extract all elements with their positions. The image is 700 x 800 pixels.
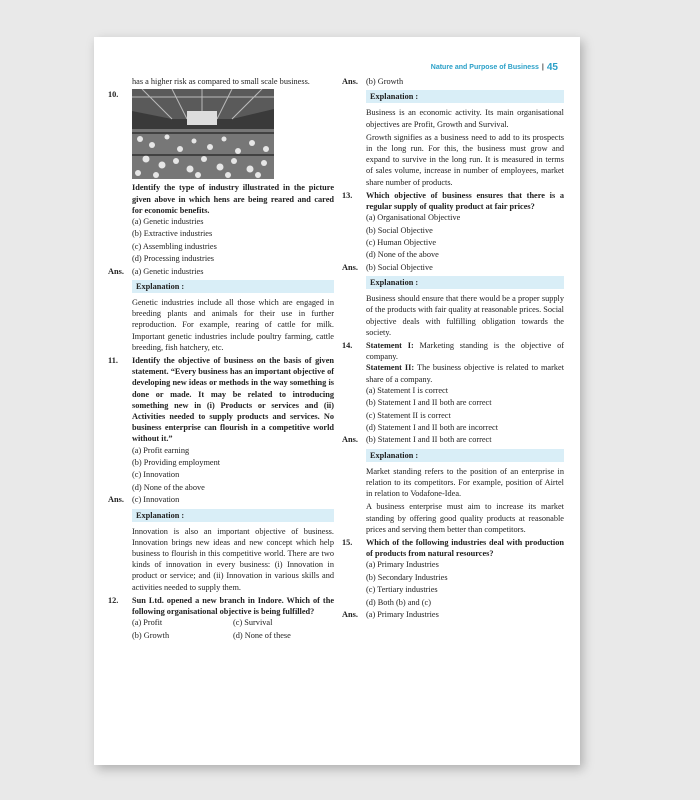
option: (c) Innovation (132, 470, 180, 480)
option: (d) Both (b) and (c) (366, 597, 431, 607)
question-text: Which of the following industries deal with production of products from natural resources? (366, 537, 564, 559)
explanation-heading: Explanation : (366, 90, 564, 103)
question-10-options (108, 216, 334, 266)
answer-label: Ans. (342, 609, 358, 619)
explanation-text: Genetic industries include all those which are engaged in breeding plants and animals for their use in further reproduction. For example, rearing of cattle for milk. Important genetic industries include poultry farming, cattle breeding, fish hatchery, etc. (132, 297, 334, 352)
option: (b) Providing employment (132, 458, 221, 467)
option: (c) Tertiary industries (366, 585, 438, 595)
option: (b) Social Objective (366, 225, 433, 235)
option: (b) Extractive industries (132, 229, 213, 239)
poultry-farm-photo (132, 89, 274, 179)
option: (c) Survival (233, 618, 273, 628)
option: (b) Growth (132, 630, 170, 640)
explanation-text: Growth signifies as a business need to add to its prospects in the long run. For this, the business must grow and expand to survive in the long run. It is measured in terms of sales volume, increase in number of employees, market share number of products. (366, 132, 564, 187)
answer-label: Ans. (342, 77, 358, 86)
option: (a) Primary Industries (366, 560, 439, 570)
option: (d) Statement I and II both are incorrect (366, 422, 499, 432)
option: (a) Genetic industries (132, 217, 204, 227)
explanation-heading: Explanation : (132, 509, 334, 522)
option: (c) Human Objective (366, 238, 437, 247)
question-statement-1: Statement I: Marketing standing is the objective of company. (366, 340, 564, 362)
explanation-text: Business should ensure that there would be a proper supply of the products with fair quality at reasonable prices. Social objective deals with fulfilling obligation towards the society. (366, 294, 564, 337)
chapter-title: Nature and Purpose of Business (430, 64, 539, 71)
question-14 (342, 340, 564, 362)
option: (c) Assembling industries (132, 241, 217, 251)
textbook-page (94, 37, 580, 765)
question-text: Identify the objective of business on the basis of given statement. “Every business has an important objective of developing new ideas or methods in the way something is done or made. It may be related to introducing something new in (i) Products or services and (ii) Activities needed to supply products and services. No business enterprise can flourish in a competitive world without it.” (132, 355, 334, 444)
intro-text: has a higher risk as compared to small scale business. (132, 77, 310, 86)
option: (a) Profit (132, 618, 163, 628)
option: (b) Statement I and II both are correct (366, 398, 492, 408)
explanation-heading: Explanation : (132, 280, 334, 293)
question-text: Which objective of business ensures that there is a regular supply of quality product at fair prices? (366, 190, 564, 212)
explanation-text: Market standing refers to the position of an enterprise in relation to its competitors. For example, position of Airtel in relation to Vodafone-Idea. (366, 466, 564, 499)
question-number: 14. (342, 340, 353, 350)
question-12-options (108, 617, 334, 642)
answer-text: (c) Innovation (132, 495, 180, 505)
question-10-text: Identify the type of industry illustrated in the picture given above in which hens are being reared and cared for economic benefits. (132, 183, 334, 215)
option: (d) None of the above (132, 482, 205, 492)
right-column (342, 77, 564, 621)
explanation-text: Innovation is also an important objective of business. Innovation brings new ideas and new concept which help business to flourish in this competitive world. There are two kinds of innovation in every business: (i) Innovation in product or service; and (ii) Innovation in various skills and activities needed to supply them. (132, 526, 334, 592)
running-header (431, 62, 558, 73)
question-number: 11. (108, 355, 118, 365)
header-divider: | (541, 64, 544, 71)
answer-15 (342, 609, 564, 621)
question-13 (342, 190, 564, 212)
question-13-options (342, 212, 564, 262)
explanation-heading: Explanation : (366, 276, 564, 289)
answer-text: (a) Primary Industries (366, 609, 439, 619)
option: (c) Statement II is correct (366, 410, 451, 420)
answer-14 (342, 434, 564, 446)
question-11 (108, 355, 334, 445)
option: (d) None of these (233, 630, 291, 640)
question-statement-2: Statement II: The business objective is related to market share of a company. (366, 363, 564, 384)
left-column (108, 77, 334, 642)
answer-text: (b) Statement I and II both are correct (366, 435, 492, 445)
option: (a) Statement I is correct (366, 385, 449, 395)
question-15 (342, 537, 564, 559)
question-14-options (342, 385, 564, 435)
question-15-options (342, 559, 564, 609)
answer-text: (b) Growth (366, 77, 404, 86)
question-number: 10. (108, 90, 119, 100)
option: (d) None of the above (366, 250, 439, 260)
answer-11 (108, 494, 334, 506)
question-11-options (108, 445, 334, 495)
question-number: 13. (342, 190, 353, 200)
question-12 (108, 595, 334, 617)
answer-label: Ans. (108, 266, 124, 276)
question-number: 15. (342, 537, 353, 547)
question-text: Sun Ltd. opened a new branch in Indore. Which of the following organisational objective is being fulfilled? (132, 595, 334, 616)
answer-label: Ans. (342, 435, 358, 445)
explanation-heading: Explanation : (366, 449, 564, 462)
option: (d) Processing industries (132, 254, 215, 264)
explanation-text: A business enterprise must aim to increase its market standing by offering good quality products at reasonable prices and serving them better than competitors. (366, 502, 564, 534)
answer-13 (342, 262, 564, 274)
option: (a) Organisational Objective (366, 213, 461, 223)
answer-10 (108, 266, 334, 278)
answer-text: (b) Social Objective (366, 262, 433, 272)
answer-text: (a) Genetic industries (132, 266, 204, 276)
page-number: 45 (546, 62, 558, 73)
question-number: 12. (108, 595, 119, 605)
answer-label: Ans. (342, 262, 358, 272)
explanation-text: Business is an economic activity. Its main organisational objectives are Profit, Growth and Survival. (366, 108, 564, 129)
option: (b) Secondary Industries (366, 572, 448, 582)
answer-label: Ans. (108, 495, 124, 505)
answer-12 (342, 76, 564, 88)
option: (a) Profit earning (132, 445, 190, 455)
